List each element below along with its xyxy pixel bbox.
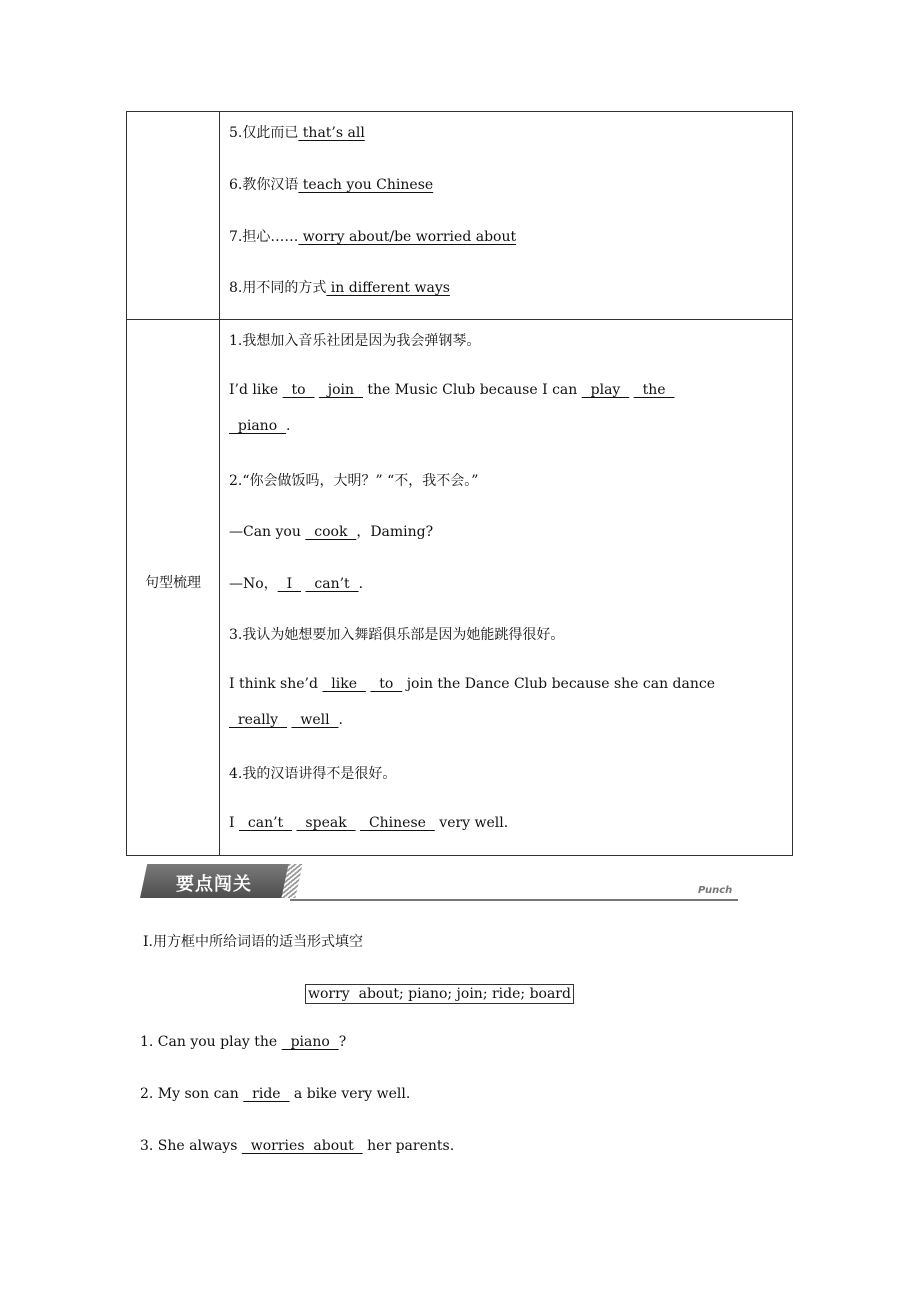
section-label: 句型梳理	[145, 575, 201, 591]
sentence-2-response: —No， I can’t .	[229, 576, 364, 592]
exercise-heading: Ⅰ.用方框中所给词语的适当形式填空	[143, 934, 363, 950]
phrase-item: 8.用不同的方式 in different ways	[229, 280, 450, 296]
vocabulary-table	[126, 111, 793, 856]
sentence-2-question: —Can you cook ，Daming?	[229, 524, 434, 540]
column-divider	[219, 112, 220, 855]
exercise-item: 1. Can you play the piano ?	[140, 1034, 347, 1050]
section-header	[140, 864, 738, 904]
exercise-item: 2. My son can ride a bike very well.	[140, 1086, 411, 1102]
exercise-item: 3. She always worries about her parents.	[140, 1138, 455, 1154]
sentence-2-chinese: 2.“你会做饭吗，大明？” “不，我不会。”	[229, 473, 479, 489]
sentence-1-english-cont: piano .	[229, 418, 291, 434]
header-rule	[290, 899, 738, 901]
sentence-3-english-cont: really well .	[229, 712, 343, 728]
sentence-4-chinese: 4.我的汉语讲得不是很好。	[229, 766, 397, 782]
row-divider	[127, 319, 792, 320]
sentence-3-english: I think she’d like to join the Dance Club because she can dance	[229, 676, 715, 692]
sentence-4-english: I can’t speak Chinese very well.	[229, 815, 509, 831]
section-title: 要点闯关	[176, 874, 252, 895]
word-box: worry about; piano; join; ride; board	[305, 984, 574, 1004]
phrase-item: 5.仅此而已 that’s all	[229, 125, 365, 141]
phrase-item: 7.担心…… worry about/be worried about	[229, 229, 517, 245]
section-subtitle: Punch	[698, 885, 733, 896]
phrase-item: 6.教你汉语 teach you Chinese	[229, 177, 434, 193]
sentence-1-english: I’d like to join the Music Club because I can play the	[229, 382, 675, 398]
sentence-3-chinese: 3.我认为她想要加入舞蹈俱乐部是因为她能跳得很好。	[229, 627, 565, 643]
sentence-1-chinese: 1.我想加入音乐社团是因为我会弹钢琴。	[229, 333, 481, 349]
